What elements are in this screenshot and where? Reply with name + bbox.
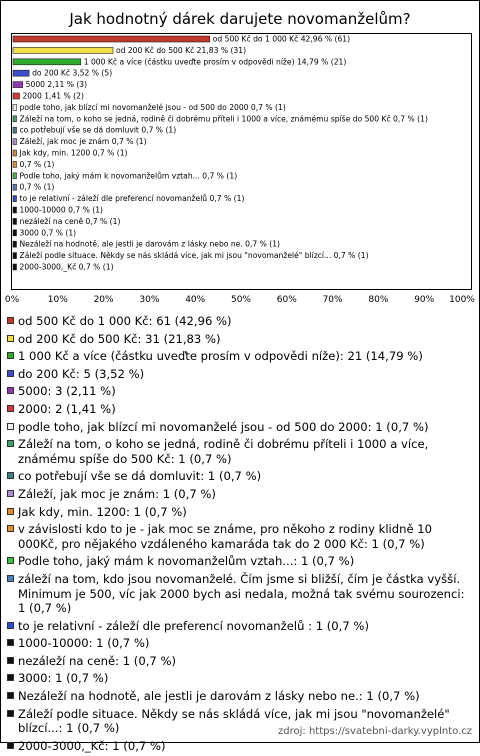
- x-tick-label-0: 0%: [4, 295, 20, 305]
- legend-item-0: [7, 314, 475, 329]
- legend-swatch-1: [7, 335, 14, 342]
- bar-label-11: 0,7 % (1): [19, 159, 55, 169]
- chart-title: Jak hodnotný dárek darujete novomanželům?: [69, 10, 411, 28]
- legend-swatch-10: [7, 508, 14, 515]
- legend-item-10: [7, 505, 475, 520]
- legend-item-4: [7, 384, 475, 399]
- legend-swatch-15: [7, 639, 14, 646]
- bar-label-13: 0,7 % (1): [19, 182, 55, 192]
- legend-text-15: 1000-10000: 1 (0,7 %): [18, 636, 150, 651]
- legend-item-6: [7, 420, 475, 435]
- legend-swatch-13: [7, 575, 14, 582]
- legend-item-15: [7, 636, 475, 651]
- legend-swatch-14: [7, 622, 14, 629]
- legend-swatch-18: [7, 692, 14, 699]
- legend: [7, 314, 475, 756]
- x-tick-label-5: 50%: [230, 295, 252, 305]
- bar-10: [13, 150, 17, 156]
- legend-swatch-8: [7, 472, 14, 479]
- legend-swatch-9: [7, 490, 14, 497]
- legend-item-7: [7, 437, 475, 466]
- bar-9: [13, 139, 17, 145]
- legend-swatch-2: [7, 352, 14, 359]
- bar-label-20: 2000-3000,_Kč 0,7 % (1): [19, 262, 114, 272]
- legend-text-10: Jak kdy, min. 1200: 1 (0,7 %): [18, 504, 187, 519]
- bar-label-17: 3000 0,7 % (1): [19, 228, 77, 238]
- legend-text-18: Nezáleží na hodnotě, ale jestli je darovám z lásky nebo ne.: 1 (0,7 %): [18, 689, 420, 704]
- bar-label-14: to je relativní - záleží dle preferencí novomanželů 0,7 % (1): [19, 194, 245, 204]
- legend-item-12: [7, 554, 475, 569]
- legend-swatch-6: [7, 423, 14, 430]
- legend-text-5: 2000: 2 (1,41 %): [18, 401, 116, 416]
- legend-item-18: [7, 689, 475, 704]
- legend-swatch-16: [7, 657, 14, 664]
- bar-label-15: 1000-10000 0,7 % (1): [19, 205, 104, 215]
- bar-chart: [0, 0, 480, 310]
- legend-swatch-4: [7, 387, 14, 394]
- legend-item-9: [7, 487, 475, 502]
- legend-text-3: do 200 Kč: 5 (3,52 %): [18, 366, 145, 381]
- bar-1: [13, 47, 113, 53]
- bar-label-6: podle toho, jak blízcí mi novomanželé jsou - od 500 do 2000 0,7 % (1): [19, 102, 286, 112]
- legend-text-1: od 200 Kč do 500 Kč: 31 (21,83 %): [18, 331, 221, 346]
- bar-14: [13, 196, 17, 202]
- bar-6: [13, 104, 17, 110]
- bar-label-8: co potřebují vše se dá domluvit 0,7 % (1): [19, 125, 177, 135]
- legend-item-11: [7, 522, 475, 551]
- legend-swatch-17: [7, 674, 14, 681]
- legend-item-1: [7, 332, 475, 347]
- bar-3: [13, 70, 29, 76]
- legend-text-17: 3000: 1 (0,7 %): [18, 671, 109, 686]
- source-note: zdroj: https://svatebni-darky.vyplnto.cz: [278, 726, 472, 737]
- bar-8: [13, 127, 17, 133]
- x-tick-label-10: 100%: [449, 295, 475, 305]
- x-tick-label-8: 80%: [368, 295, 389, 305]
- legend-item-16: [7, 654, 475, 669]
- legend-text-19: Záleží podle situace. Někdy se nás skládá více, jak mi jsou "novomanželé" blízcí...: 1 (0,7 %): [18, 706, 450, 736]
- bar-18: [13, 241, 17, 247]
- legend-text-7: Záleží na tom, o koho se jedná, rodině či dobrému příteli i 1000 a více, známému spíše do 500 Kč: 1 (0,7 %): [18, 437, 429, 466]
- legend-swatch-19: [7, 710, 14, 717]
- legend-text-20: 2000-3000,_Kč: 1 (0,7 %): [18, 738, 166, 753]
- legend-swatch-11: [7, 525, 14, 532]
- legend-text-8: co potřebují vše se dá domluvit: 1 (0,7 %): [18, 469, 262, 484]
- bar-label-9: Záleží, jak moc je znám 0,7 % (1): [19, 137, 147, 147]
- legend-text-11: v závislosti kdo to je - jak moc se známe, pro někoho z rodiny klidně 10 000Kč, pro nějakého vzdáleného kamaráda tak do 2 000 Kč: 1 (0,7 %): [18, 522, 433, 551]
- bar-label-0: od 500 Kč do 1 000 Kč 42,96 % (61): [212, 34, 351, 44]
- bar-label-5: 2000 1,41 % (2): [22, 91, 84, 101]
- legend-text-14: to je relativní - záleží dle preferencí novomanželů : 1 (0,7 %): [18, 618, 369, 633]
- legend-text-0: od 500 Kč do 1 000 Kč: 61 (42,96 %): [18, 314, 232, 328]
- legend-item-2: [7, 349, 475, 364]
- legend-item-13: [7, 572, 475, 616]
- legend-item-14: [7, 619, 475, 634]
- bar-20: [13, 264, 17, 270]
- legend-item-3: [7, 367, 475, 382]
- bar-label-7: Záleží na tom, o koho se jedná, rodině či dobrému příteli i 1000 a více, známému spíše do 500 Kč 0,7 % (1): [19, 114, 428, 124]
- bar-label-19: Záleží podle situace. Někdy se nás skládá více, jak mi jsou "novomanželé" blízcí... 0,7 % (1): [19, 251, 369, 261]
- bar-7: [13, 116, 17, 122]
- x-tick-label-1: 10%: [47, 295, 68, 305]
- x-tick-label-4: 40%: [185, 295, 206, 305]
- bar-2: [13, 59, 81, 65]
- bar-label-12: Podle toho, jaký mám k novomanželům vztah... 0,7 % (1): [19, 171, 238, 181]
- bar-label-16: nezáleží na ceně 0,7 % (1): [19, 216, 121, 226]
- x-tick-label-2: 20%: [93, 295, 114, 305]
- x-tick-label-6: 60%: [276, 295, 297, 305]
- legend-text-16: nezáleží na ceně: 1 (0,7 %): [18, 653, 176, 668]
- bar-17: [13, 230, 17, 236]
- legend-swatch-5: [7, 405, 14, 412]
- bar-13: [13, 184, 17, 190]
- x-tick-label-7: 70%: [322, 295, 343, 305]
- legend-text-2: 1 000 Kč a více (částku uveďte prosím v odpovědi níže): 21 (14,79 %): [18, 349, 423, 364]
- bar-12: [13, 173, 17, 179]
- legend-text-12: Podle toho, jaký mám k novomanželům vztah...: 1 (0,7 %): [18, 554, 355, 569]
- legend-item-8: [7, 469, 475, 484]
- bar-label-4: 5000 2,11 % (3): [25, 80, 88, 90]
- legend-item-5: [7, 402, 475, 417]
- legend-text-4: 5000: 3 (2,11 %): [18, 384, 116, 399]
- bar-label-1: od 200 Kč do 500 Kč 21,83 % (31): [115, 45, 247, 55]
- bar-label-2: 1 000 Kč a více (částku uveďte prosím v odpovědi níže) 14,79 % (21): [83, 57, 347, 67]
- bar-11: [13, 161, 17, 167]
- legend-swatch-7: [7, 440, 14, 447]
- bar-label-18: Nezáleží na hodnotě, ale jestli je darovám z lásky nebo ne. 0,7 % (1): [19, 239, 281, 249]
- bar-label-3: do 200 Kč 3,52 % (5): [32, 68, 113, 78]
- bar-0: [13, 36, 210, 42]
- bar-4: [13, 82, 23, 88]
- bar-5: [13, 93, 19, 99]
- x-tick-label-3: 30%: [139, 295, 160, 305]
- legend-text-6: podle toho, jak blízcí mi novomanželé jsou - od 500 do 2000: 1 (0,7 %): [18, 419, 429, 434]
- legend-swatch-3: [7, 370, 14, 377]
- bar-15: [13, 207, 17, 213]
- legend-item-17: [7, 671, 475, 686]
- legend-item-20: [7, 739, 475, 754]
- bar-label-10: Jak kdy, min. 1200 0,7 % (1): [19, 148, 128, 158]
- bar-19: [13, 253, 17, 259]
- bar-16: [13, 218, 17, 224]
- legend-swatch-12: [7, 557, 14, 564]
- legend-swatch-0: [7, 317, 14, 324]
- legend-text-9: Záleží, jak moc je znám: 1 (0,7 %): [18, 486, 216, 501]
- x-tick-label-9: 90%: [414, 295, 435, 305]
- legend-text-13: záleží na tom, kdo jsou novomanželé. Čím jsme si bližší, čím je částka vyšší. Minimum je 500, víc jak 2000 bych asi nedala, možná tak svému sourozenci: 1 (0,7 %): [18, 571, 465, 616]
